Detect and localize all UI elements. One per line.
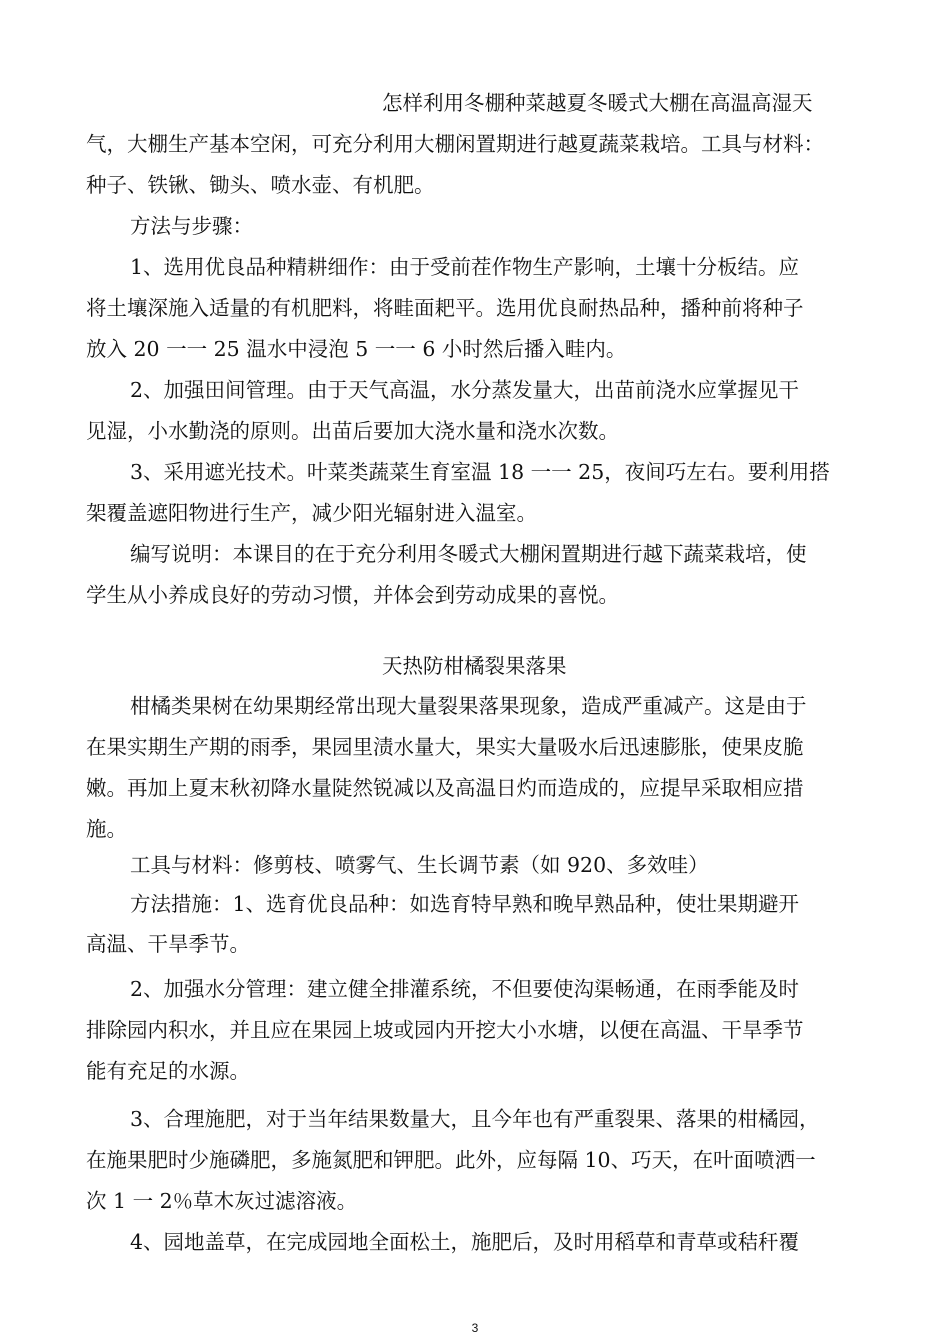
section-1-intro-line-2: 种子、铁锹、锄头、喷水壶、有机肥。 — [86, 173, 435, 197]
section-2-intro-line-1: 柑橘类果树在幼果期经常出现大量裂果落果现象，造成严重减产。这是由于 — [130, 694, 807, 718]
measure-1-line-1: 方法措施：1、选育优良品种：如选育特早熟和晚早熟品种，使壮果期避开 — [130, 892, 800, 916]
measure-1-line-2: 高温、干旱季节。 — [86, 932, 250, 956]
page-number: 3 — [471, 1321, 479, 1335]
measure-4-line-1: 4、园地盖草，在完成园地全面松土，施肥后，及时用稻草和青草或秸秆覆 — [130, 1230, 800, 1254]
measure-2-line-2: 排除园内积水，并且应在果园上坡或园内开挖大小水塘，以便在高温、干旱季节 — [86, 1018, 804, 1042]
step-3-line-1: 3、采用遮光技术。叶菜类蔬菜生育室温 18 一一 25，夜间巧左右。要利用搭 — [130, 460, 830, 484]
measure-3-line-2: 在施果肥时少施磷肥，多施氮肥和钾肥。此外，应每隔 10、巧天，在叶面喷洒一 — [86, 1148, 816, 1172]
section-2-intro-line-2: 在果实期生产期的雨季，果园里渍水量大，果实大量吸水后迅速膨胀，使果皮脆 — [86, 735, 804, 759]
section-2-intro-line-3: 嫩。再加上夏末秋初降水量陡然锐减以及高温日灼而造成的，应提早采取相应措 — [86, 776, 804, 800]
methods-heading: 方法与步骤： — [130, 214, 253, 238]
step-2-line-1: 2、加强田间管理。由于天气高温，水分蒸发量大，出苗前浇水应掌握见干 — [130, 378, 800, 402]
step-1-line-2: 将土壤深施入适量的有机肥料，将畦面耙平。选用优良耐热品种，播种前将种子 — [86, 296, 804, 320]
step-1-line-1: 1、选用优良品种精耕细作：由于受前茬作物生产影响，土壤十分板结。应 — [130, 255, 800, 279]
section-2-intro-line-4: 施。 — [86, 817, 127, 841]
section-2-title: 天热防柑橘裂果落果 — [382, 654, 567, 678]
notes-line-1: 编写说明：本课目的在于充分利用冬暖式大棚闲置期进行越下蔬菜栽培，使 — [130, 542, 807, 566]
measure-3-line-3: 次 1 一 2％草木灰过滤溶液。 — [86, 1189, 358, 1213]
step-2-line-2: 见湿，小水勤浇的原则。出苗后要加大浇水量和浇水次数。 — [86, 419, 619, 443]
measure-2-line-1: 2、加强水分管理：建立健全排灌系统，不但要使沟渠畅通，在雨季能及时 — [130, 977, 800, 1001]
step-1-line-3: 放入 20 一一 25 温水中浸泡 5 一一 6 小时然后播入畦内。 — [86, 337, 627, 361]
section-1-title: 怎样利用冬棚种菜越夏冬暖式大棚在高温高湿天 — [382, 91, 813, 115]
tools-line: 工具与材料：修剪枝、喷雾气、生长调节素（如 920、多效哇） — [130, 853, 709, 877]
measure-2-line-3: 能有充足的水源。 — [86, 1059, 250, 1083]
notes-line-2: 学生从小养成良好的劳动习惯，并体会到劳动成果的喜悦。 — [86, 583, 619, 607]
step-3-line-2: 架覆盖遮阳物进行生产，减少阳光辐射进入温室。 — [86, 501, 537, 525]
measure-3-line-1: 3、合理施肥，对于当年结果数量大，且今年也有严重裂果、落果的柑橘园， — [130, 1107, 820, 1131]
section-1-intro-line-1: 气，大棚生产基本空闲，可充分利用大棚闲置期进行越夏蔬菜栽培。工具与材料： — [86, 132, 824, 156]
